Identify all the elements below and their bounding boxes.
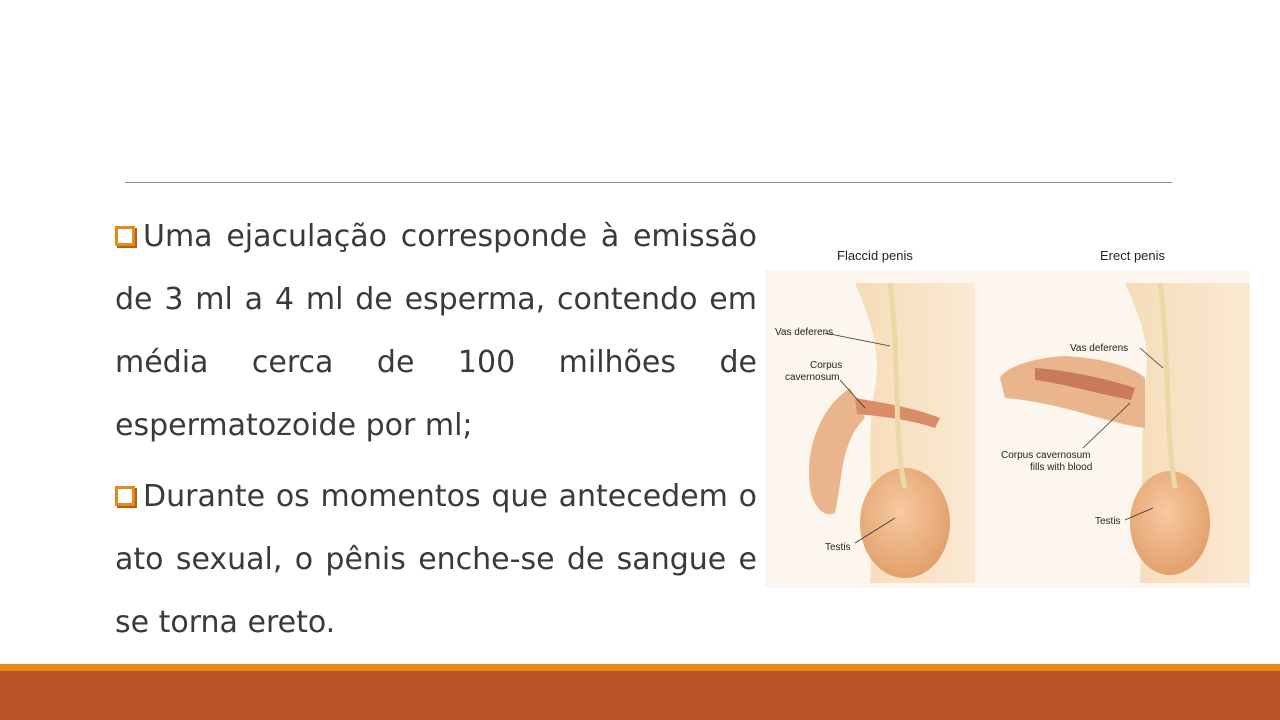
checkbox-bullet-icon	[115, 486, 135, 506]
title-divider-line	[125, 182, 1172, 183]
footer-accent-bar	[0, 664, 1280, 671]
flaccid-illustration	[765, 248, 990, 588]
label-testis-left: Testis	[825, 542, 851, 553]
bullet-text: Uma ejaculação corresponde à emissão de 3 ml a 4 ml de esperma, contendo em média cerca de 100 milhões de espermatozoide por ml;	[115, 219, 757, 443]
bullet-item-2	[115, 465, 757, 654]
label-testis-right: Testis	[1095, 516, 1121, 527]
erect-title: Erect penis	[1100, 248, 1166, 263]
anatomy-illustration	[765, 238, 1250, 590]
erect-illustration	[990, 248, 1250, 588]
label-vas-deferens-right: Vas deferens	[1070, 343, 1129, 354]
bullet-list	[115, 205, 757, 654]
label-corpus-line2: cavernosum	[785, 372, 840, 383]
label-vas-deferens-left: Vas deferens	[775, 327, 834, 338]
label-corpus-right-line1: Corpus cavernosum	[1001, 450, 1091, 461]
flaccid-title: Flaccid penis	[837, 248, 913, 263]
bullet-item-1	[115, 205, 757, 457]
label-corpus-right-line2: fills with blood	[1030, 462, 1093, 473]
label-corpus-line1: Corpus	[810, 360, 843, 371]
bullet-text: Durante os momentos que antecedem o ato sexual, o pênis enche-se de sangue e se torna ereto.	[115, 479, 757, 640]
footer-bar	[0, 671, 1280, 720]
checkbox-bullet-icon	[115, 226, 135, 246]
